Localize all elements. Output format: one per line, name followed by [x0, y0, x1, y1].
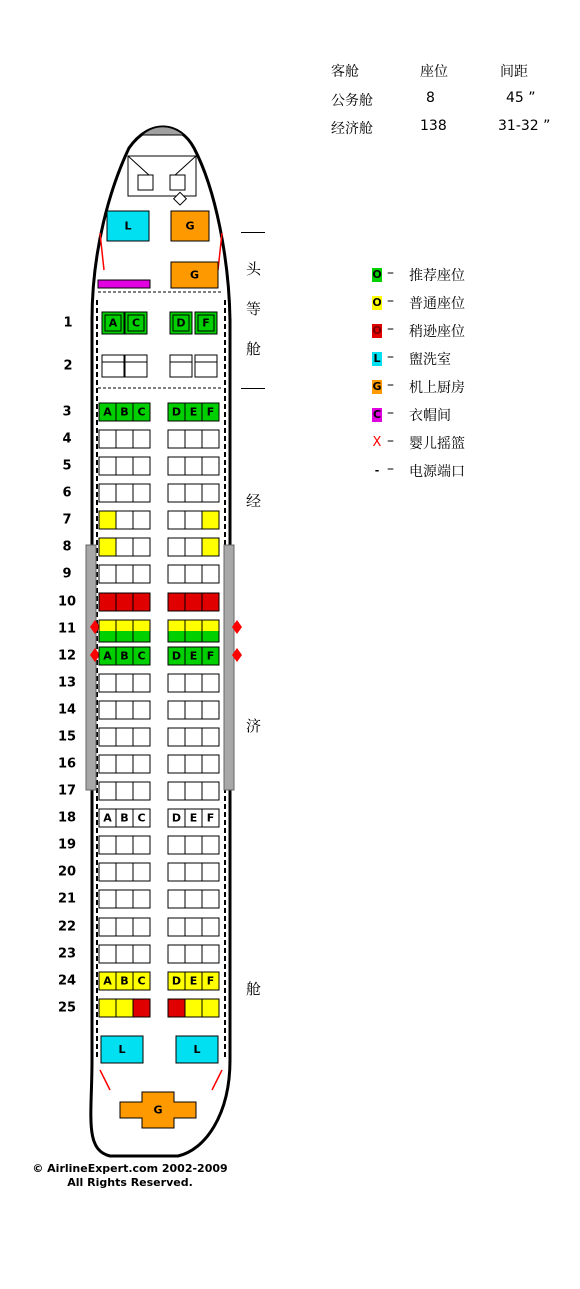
economy-seat[interactable]	[185, 565, 202, 583]
economy-seat[interactable]	[202, 755, 219, 773]
seat-top-half	[133, 620, 150, 631]
economy-seat[interactable]	[116, 538, 133, 556]
zone-label-first: 舱	[246, 340, 262, 358]
row-number: 23	[57, 946, 77, 962]
row-number: 11	[57, 621, 77, 637]
legend-label: 推荐座位	[409, 268, 465, 284]
economy-seat[interactable]	[133, 430, 150, 448]
economy-seat[interactable]	[116, 701, 133, 719]
seat-letter: C	[137, 811, 146, 825]
legend-label: 婴儿摇篮	[409, 436, 465, 452]
legend-dash: –	[387, 433, 394, 449]
closet	[98, 280, 150, 288]
economy-seat[interactable]	[202, 782, 219, 800]
economy-seat[interactable]	[185, 484, 202, 502]
economy-seat[interactable]	[116, 836, 133, 854]
row-number: 16	[57, 756, 77, 772]
legend-dash: –	[387, 461, 394, 477]
economy-seat[interactable]	[202, 484, 219, 502]
economy-seat[interactable]	[133, 728, 150, 746]
row-number: 21	[57, 891, 77, 907]
seat-letter: D	[171, 974, 182, 988]
economy-seat[interactable]	[116, 728, 133, 746]
economy-seat[interactable]	[185, 511, 202, 529]
zone-label-economy: 经	[246, 492, 262, 510]
seat-top-half	[185, 620, 202, 631]
table-cell-economy-cabin: 经济舱	[331, 121, 373, 137]
economy-seat[interactable]	[116, 565, 133, 583]
legend-label: 普通座位	[409, 296, 465, 312]
row-number: 24	[57, 973, 77, 989]
economy-seat[interactable]	[133, 674, 150, 692]
row-number: 19	[57, 837, 77, 853]
economy-seat[interactable]	[168, 538, 185, 556]
economy-seat[interactable]	[99, 836, 116, 854]
economy-seat[interactable]	[99, 863, 116, 881]
first-class-seat[interactable]	[125, 355, 147, 377]
economy-seat[interactable]	[185, 918, 202, 936]
seat-letter: B	[120, 974, 129, 988]
seat-letter: C	[137, 405, 146, 419]
row-number: 14	[57, 702, 77, 718]
legend-label: 盥洗室	[409, 352, 451, 368]
seat-bottom-half	[168, 631, 185, 642]
economy-seat[interactable]	[99, 457, 116, 475]
economy-seat[interactable]	[168, 918, 185, 936]
economy-seat[interactable]	[99, 890, 116, 908]
copyright-line1: © AirlineExpert.com 2002-2009	[32, 1162, 228, 1175]
economy-seat[interactable]	[168, 863, 185, 881]
row-number: 9	[62, 566, 72, 582]
first-class-seat[interactable]	[195, 355, 217, 377]
seat-letter: B	[120, 649, 129, 663]
economy-seat[interactable]	[168, 593, 185, 611]
economy-seat[interactable]	[99, 674, 116, 692]
economy-seat[interactable]	[99, 511, 116, 529]
economy-seat[interactable]	[202, 565, 219, 583]
row-number: 15	[57, 729, 77, 745]
economy-seat[interactable]	[99, 918, 116, 936]
row-number: 25	[57, 1000, 77, 1016]
economy-seat[interactable]	[185, 945, 202, 963]
lavatory-label: L	[193, 1043, 201, 1056]
seat-letter: A	[103, 974, 112, 988]
economy-seat[interactable]	[168, 565, 185, 583]
economy-seat[interactable]	[202, 701, 219, 719]
economy-seat[interactable]	[168, 782, 185, 800]
legend-dash: –	[387, 349, 394, 365]
recommended-seat-icon: O	[372, 268, 382, 281]
economy-seat[interactable]	[133, 782, 150, 800]
seat-letter: D	[171, 811, 182, 825]
economy-seat[interactable]	[99, 565, 116, 583]
power-port-icon: -	[374, 464, 380, 477]
row-number: 8	[62, 539, 72, 555]
economy-seat[interactable]	[202, 538, 219, 556]
economy-seat[interactable]	[133, 999, 150, 1017]
first-class-seat[interactable]	[102, 355, 124, 377]
seat-bottom-half	[185, 631, 202, 642]
copyright-line2: All Rights Reserved.	[67, 1176, 193, 1189]
seat-top-half	[202, 620, 219, 631]
economy-seat[interactable]	[168, 701, 185, 719]
economy-seat[interactable]	[116, 430, 133, 448]
seat-letter: C	[137, 974, 146, 988]
economy-seat[interactable]	[202, 918, 219, 936]
seat-letter: F	[206, 649, 215, 663]
economy-seat[interactable]	[116, 890, 133, 908]
economy-seat[interactable]	[99, 701, 116, 719]
economy-seat[interactable]	[202, 999, 219, 1017]
lavatory-label: L	[118, 1043, 126, 1056]
legend-dash: –	[387, 293, 394, 309]
seat-letter: A	[103, 405, 112, 419]
galley-label: G	[153, 1103, 163, 1117]
economy-seat[interactable]	[99, 538, 116, 556]
economy-seat[interactable]	[99, 999, 116, 1017]
economy-seat[interactable]	[168, 945, 185, 963]
economy-seat[interactable]	[168, 430, 185, 448]
seat-letter: C	[131, 316, 141, 330]
table-cell-business-cabin: 公务舱	[331, 93, 373, 109]
row-number: 4	[62, 431, 72, 447]
row-number: 22	[57, 919, 77, 935]
economy-seat[interactable]	[202, 863, 219, 881]
zone-label-economy: 舱	[246, 980, 262, 998]
seat-letter: A	[103, 649, 112, 663]
economy-seat[interactable]	[133, 890, 150, 908]
economy-seat[interactable]	[99, 728, 116, 746]
row-number: 10	[57, 594, 77, 610]
economy-seat[interactable]	[168, 890, 185, 908]
closet-icon: C	[372, 408, 382, 421]
economy-seat[interactable]	[116, 945, 133, 963]
row-number: 1	[63, 315, 73, 331]
economy-seat[interactable]	[133, 538, 150, 556]
economy-seat[interactable]	[116, 863, 133, 881]
legend-label: 稍逊座位	[409, 324, 465, 340]
economy-seat[interactable]	[185, 674, 202, 692]
row-number: 5	[62, 458, 72, 474]
seat-letter: A	[108, 316, 118, 330]
nose-cone	[142, 127, 184, 135]
economy-seat[interactable]	[116, 457, 133, 475]
seat-letter: D	[176, 316, 186, 330]
economy-seat[interactable]	[185, 782, 202, 800]
economy-seat[interactable]	[133, 755, 150, 773]
economy-seat[interactable]	[168, 484, 185, 502]
economy-seat[interactable]	[168, 836, 185, 854]
legend-dash: –	[387, 405, 394, 421]
economy-seat[interactable]	[99, 430, 116, 448]
poor-seat-icon: O	[372, 324, 382, 337]
economy-seat[interactable]	[99, 945, 116, 963]
bassinet-icon: X	[372, 435, 382, 450]
economy-seat[interactable]	[202, 728, 219, 746]
legend-label: 衣帽间	[409, 408, 451, 424]
economy-seat[interactable]	[133, 863, 150, 881]
economy-seat[interactable]	[116, 782, 133, 800]
economy-seat[interactable]	[133, 836, 150, 854]
economy-seat[interactable]	[185, 538, 202, 556]
economy-seat[interactable]	[99, 782, 116, 800]
legend-dash: –	[387, 377, 394, 393]
row-number: 12	[57, 648, 77, 664]
seat-top-half	[168, 620, 185, 631]
table-header-cabin: 客舱	[331, 64, 359, 80]
economy-seat[interactable]	[168, 728, 185, 746]
economy-seat[interactable]	[185, 701, 202, 719]
table-cell-economy-pitch: 31-32 ”	[498, 118, 551, 134]
economy-seat[interactable]	[116, 511, 133, 529]
legend-label: 电源端口	[409, 464, 465, 480]
economy-seat[interactable]	[202, 593, 219, 611]
legend-dash: –	[387, 265, 394, 281]
seat-bottom-half	[133, 631, 150, 642]
seat-letter: C	[137, 649, 146, 663]
right-wing	[224, 545, 234, 790]
first-class-seat[interactable]	[170, 355, 192, 377]
seat-letter: D	[171, 405, 182, 419]
economy-seat[interactable]	[116, 755, 133, 773]
economy-seat[interactable]	[116, 593, 133, 611]
table-cell-economy-seats: 138	[420, 118, 447, 134]
row-number: 17	[57, 783, 77, 799]
galley-label: G	[185, 219, 195, 233]
economy-seat[interactable]	[116, 674, 133, 692]
seat-bottom-half	[202, 631, 219, 642]
row-number: 18	[57, 810, 77, 826]
economy-seat[interactable]	[202, 890, 219, 908]
economy-seat[interactable]	[168, 999, 185, 1017]
economy-seat[interactable]	[133, 457, 150, 475]
economy-seat[interactable]	[116, 918, 133, 936]
economy-seat[interactable]	[133, 918, 150, 936]
lavatory-icon: L	[373, 352, 381, 365]
galley-label: G	[189, 268, 200, 282]
seat-letter: F	[206, 405, 215, 419]
row-number: 6	[62, 485, 72, 501]
economy-seat[interactable]	[99, 755, 116, 773]
economy-seat[interactable]	[133, 701, 150, 719]
seat-letter: F	[202, 316, 210, 330]
economy-seat[interactable]	[185, 999, 202, 1017]
economy-seat[interactable]	[133, 484, 150, 502]
seat-letter: A	[103, 811, 112, 825]
seat-bottom-half	[116, 631, 133, 642]
legend-dash: –	[387, 321, 394, 337]
economy-seat[interactable]	[168, 755, 185, 773]
economy-seat[interactable]	[202, 945, 219, 963]
seat-top-half	[116, 620, 133, 631]
row-number: 20	[57, 864, 77, 880]
economy-seat[interactable]	[185, 728, 202, 746]
row-number: 2	[63, 358, 73, 374]
zone-label-economy: 济	[246, 717, 262, 735]
seat-bottom-half	[99, 631, 116, 642]
zone-label-first: 等	[246, 300, 262, 318]
table-header-seats: 座位	[420, 64, 448, 80]
table-cell-business-pitch: 45 ”	[506, 90, 536, 106]
economy-seat[interactable]	[202, 674, 219, 692]
seat-letter: E	[189, 649, 198, 663]
economy-seat[interactable]	[202, 511, 219, 529]
table-header-pitch: 间距	[500, 64, 528, 80]
economy-seat[interactable]	[133, 565, 150, 583]
normal-seat-icon: O	[372, 296, 382, 309]
economy-seat[interactable]	[99, 593, 116, 611]
economy-seat[interactable]	[185, 836, 202, 854]
economy-seat[interactable]	[133, 511, 150, 529]
economy-seat[interactable]	[202, 430, 219, 448]
economy-seat[interactable]	[168, 511, 185, 529]
seat-letter: E	[189, 405, 198, 419]
economy-seat[interactable]	[185, 457, 202, 475]
left-wing	[86, 545, 96, 790]
legend-label: 机上厨房	[409, 380, 465, 396]
economy-seat[interactable]	[185, 863, 202, 881]
economy-seat[interactable]	[168, 457, 185, 475]
seat-letter: D	[171, 649, 182, 663]
lavatory-label: L	[124, 219, 132, 233]
seat-top-half	[99, 620, 116, 631]
seat-letter: E	[189, 811, 198, 825]
economy-seat[interactable]	[185, 755, 202, 773]
economy-seat[interactable]	[168, 674, 185, 692]
seat-letter: B	[120, 811, 129, 825]
economy-seat[interactable]	[202, 836, 219, 854]
table-cell-business-seats: 8	[426, 90, 435, 106]
zone-label-first: 头	[246, 260, 262, 278]
seat-letter: F	[206, 811, 215, 825]
economy-seat[interactable]	[185, 890, 202, 908]
economy-seat[interactable]	[99, 484, 116, 502]
seat-letter: E	[189, 974, 198, 988]
economy-seat[interactable]	[202, 457, 219, 475]
economy-seat[interactable]	[185, 593, 202, 611]
galley-icon: G	[372, 380, 382, 393]
economy-seat[interactable]	[185, 430, 202, 448]
economy-seat[interactable]	[116, 999, 133, 1017]
row-number: 3	[62, 404, 72, 420]
economy-seat[interactable]	[133, 593, 150, 611]
row-number: 13	[57, 675, 77, 691]
economy-seat[interactable]	[133, 945, 150, 963]
row-number: 7	[62, 512, 72, 528]
seat-letter: B	[120, 405, 129, 419]
seat-letter: F	[206, 974, 215, 988]
economy-seat[interactable]	[116, 484, 133, 502]
